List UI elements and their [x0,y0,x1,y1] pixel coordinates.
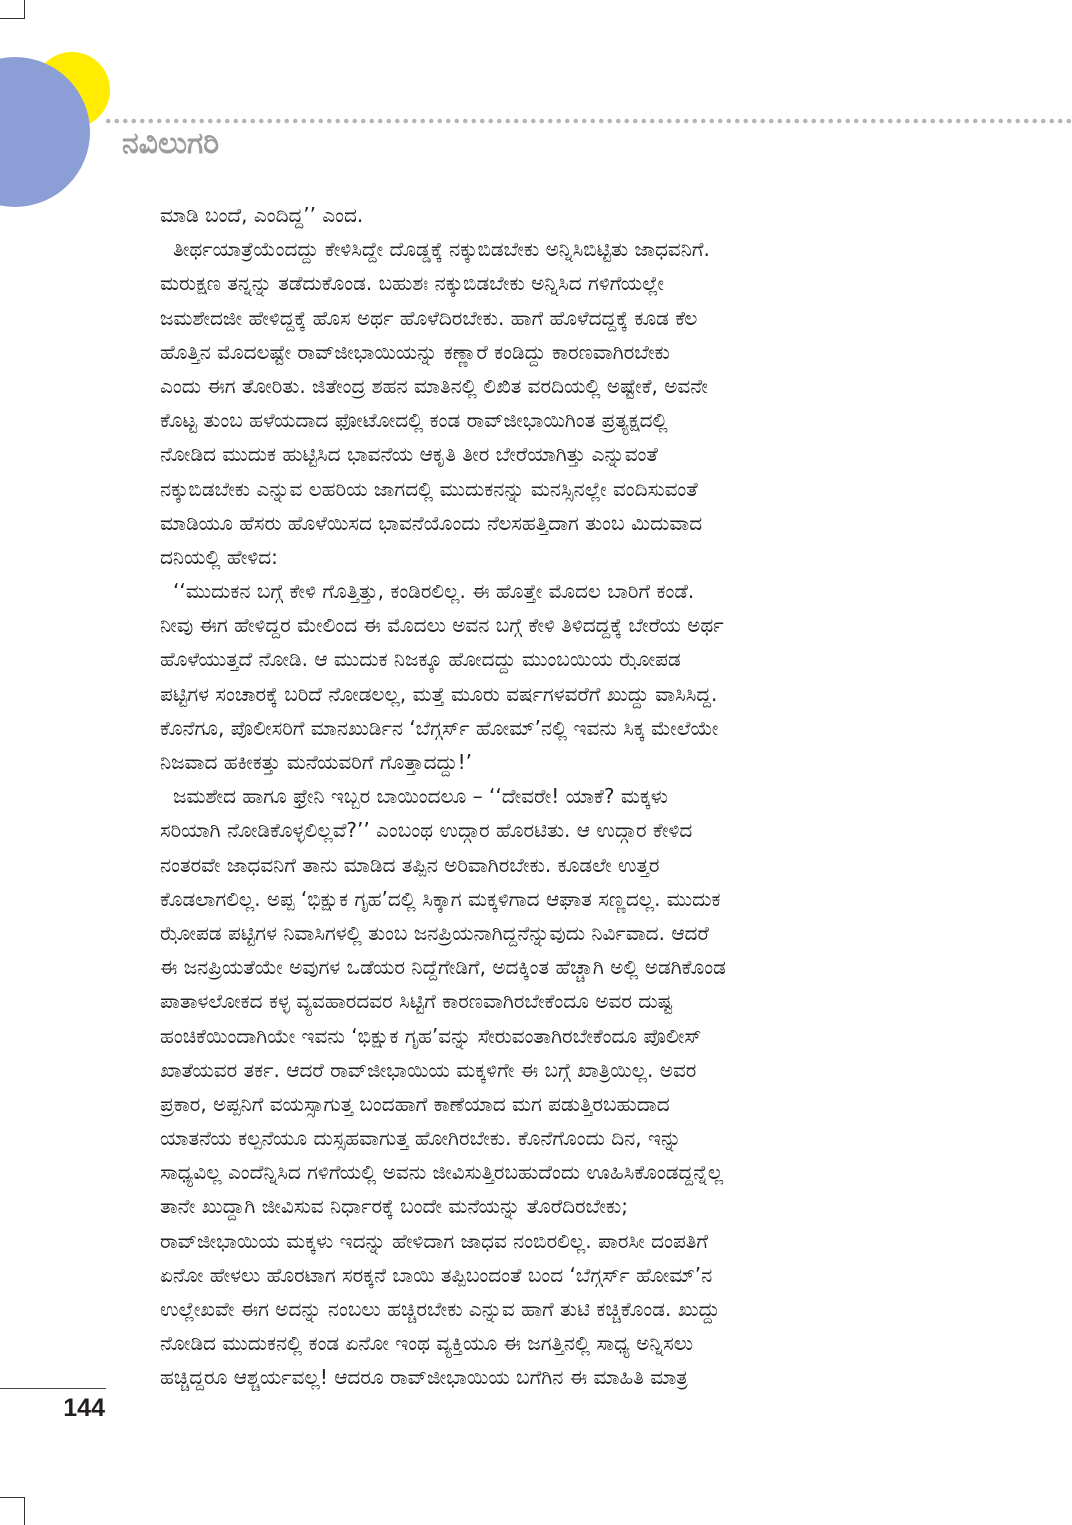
text-line: ‘‘ಮುದುಕನ ಬಗ್ಗೆ ಕೇಳಿ ಗೊತ್ತಿತ್ತು, ಕಂಡಿರಲಿಲ್ಲ. ಈ ಹೊತ್ತೇ ಮೊದಲ ಬಾರಿಗೆ ಕಂಡೆ. [173,579,695,604]
text-line: ಕೊನೆಗೂ, ಪೊಲೀಸರಿಗೆ ಮಾನಖುರ್ಡಿನ ‘ಬೆಗ್ಗರ್ಸ್ ಹೋಮ್’ನಲ್ಲಿ ಇವನು ಸಿಕ್ಕ ಮೇಲೆಯೇ [160,715,719,740]
text-line: ಸರಿಯಾಗಿ ನೋಡಿಕೊಳ್ಳಲಿಲ್ಲವೆ?’’ ಎಂಬಂಥ ಉದ್ಗಾರ ಹೊರಟಿತು. ಆ ಉದ್ಗಾರ ಕೇಳಿದ [160,818,693,843]
text-line: ಹೊತ್ತಿನ ಮೊದಲಷ್ಟೇ ರಾವ್‌ಜೀಭಾಯಿಯನ್ನು ಕಣ್ಣಾರೆ ಕಂಡಿದ್ದು ಕಾರಣವಾಗಿರಬೇಕು [160,339,670,364]
text-line: ಜಮಶೇದ ಹಾಗೂ ಫ್ರೇನಿ ಇಬ್ಬರ ಬಾಯಿಂದಲೂ – ‘‘ದೇವರೇ! ಯಾಕೆ? ಮಕ್ಕಳು [173,784,668,809]
text-line: ನಿಜವಾದ ಹಕೀಕತ್ತು ಮನೆಯವರಿಗೆ ಗೊತ್ತಾದದ್ದು!’ [160,750,472,774]
text-line: ಉಲ್ಲೇಖವೇ ಈಗ ಅದನ್ನು ನಂಬಲು ಹಚ್ಚಿರಬೇಕು ಎನ್ನುವ ಹಾಗೆ ತುಟಿ ಕಚ್ಚಿಕೊಂಡ. ಖುದ್ದು [160,1297,720,1321]
footer-rule [0,1388,106,1389]
text-line: ಪ್ರಕಾರ, ಅಪ್ಪನಿಗೆ ವಯಸ್ಸಾಗುತ್ತ ಬಂದಹಾಗೆ ಕಾಣೆಯಾದ ಮಗ ಪಡುತ್ತಿರಬಹುದಾದ [160,1091,670,1116]
text-line: ಕೊಡಲಾಗಲಿಲ್ಲ. ಅಪ್ಪ ‘ಭಿಕ್ಷುಕ ಗೃಹ’ದಲ್ಲಿ ಸಿಕ್ಕಾಗ ಮಕ್ಕಳಿಗಾದ ಆಘಾತ ಸಣ್ಣದಲ್ಲ. ಮುದುಕ [160,886,721,911]
crop-mark-top-vertical [24,0,25,18]
text-line: ನೋಡಿದ ಮುದುಕನಲ್ಲಿ ಕಂಡ ಏನೋ ಇಂಥ ವ್ಯಕ್ತಿಯೂ ಈ ಜಗತ್ತಿನಲ್ಲಿ ಸಾಧ್ಯ ಅನ್ನಿಸಲು [160,1331,694,1356]
paragraph [160,232,1040,574]
text-line: ಯಾತನೆಯ ಕಲ್ಪನೆಯೂ ದುಸ್ಸಹವಾಗುತ್ತ ಹೋಗಿರಬೇಕು. ಕೊನೆಗೊಂದು ದಿನ, ಇನ್ನು [160,1126,682,1151]
text-line: ಹಂಚಿಕೆಯಿಂದಾಗಿಯೇ ಇವನು ‘ಭಿಕ್ಷುಕ ಗೃಹ’ವನ್ನು ಸೇರುವಂತಾಗಿರಬೇಕೆಂದೂ ಪೊಲೀಸ್ [160,1023,702,1048]
text-line: ಮಾಡಿಯೂ ಹೆಸರು ಹೊಳೆಯಿಸದ ಭಾವನೆಯೊಂದು ನೆಲಸಹತ್ತಿದಾಗ ತುಂಬ ಮಿದುವಾದ [160,510,703,535]
text-line: ಮಾಡಿ ಬಂದೆ, ಎಂದಿದ್ದ’’ ಎಂದ. [160,203,364,227]
text-line: ನಕ್ಕುಬಿಡಬೇಕು ಎನ್ನುವ ಲಹರಿಯ ಜಾಗದಲ್ಲಿ ಮುದುಕನನ್ನು ಮನಸ್ಸಿನಲ್ಲೇ ವಂದಿಸುವಂತೆ [160,476,698,501]
running-title: ನವಿಲುಗರಿ [122,126,220,161]
text-line: ತಾನೇ ಖುದ್ದಾಗಿ ಜೀವಿಸುವ ನಿರ್ಧಾರಕ್ಕೆ ಬಂದೇ ಮನೆಯನ್ನು ತೊರೆದಿರಬೇಕು; [160,1194,628,1219]
crop-mark-top-horizontal [0,18,25,19]
text-line: ಜಮಶೇದಜೀ ಹೇಳಿದ್ದಕ್ಕೆ ಹೊಸ ಅರ್ಥ ಹೊಳೆದಿರಬೇಕು. ಹಾಗೆ ಹೊಳೆದದ್ದಕ್ಕೆ ಕೂಡ ಕೆಲ [160,305,698,330]
crop-mark-bottom-horizontal [0,1497,25,1498]
text-line: ತೀರ್ಥಯಾತ್ರೆಯೆಂದದ್ದು ಕೇಳಿಸಿದ್ದೇ ದೊಡ್ಡಕ್ಕೆ ನಕ್ಕುಬಿಡಬೇಕು ಅನ್ನಿಸಿಬಿಟ್ಟಿತು ಜಾಧವನಿಗೆ. [173,237,710,262]
text-line: ಕೊಟ್ಟ ತುಂಬ ಹಳೆಯದಾದ ಫೋಟೋದಲ್ಲಿ ಕಂಡ ರಾವ್‌ಜೀಭಾಯಿಗಿಂತ ಪ್ರತ್ಯಕ್ಷದಲ್ಲಿ [160,408,668,433]
body-text [160,198,1040,1395]
text-line: ನಂತರವೇ ಜಾಧವನಿಗೆ ತಾನು ಮಾಡಿದ ತಪ್ಪಿನ ಅರಿವಾಗಿರಬೇಕು. ಕೂಡಲೇ ಉತ್ತರ [160,852,660,877]
paragraph [160,198,1040,232]
text-line: ಎಂದು ಈಗ ತೋರಿತು. ಜಿತೇಂದ್ರ ಶಹನ ಮಾತಿನಲ್ಲಿ ಲಿಖಿತ ವರದಿಯಲ್ಲಿ ಅಷ್ಟೇಕೆ, ಅವನೇ [160,373,708,398]
text-line: ಈ ಜನಪ್ರಿಯತೆಯೇ ಅವುಗಳ ಒಡೆಯರ ನಿದ್ದೆಗೇಡಿಗೆ, ಅದಕ್ಕಿಂತ ಹೆಚ್ಚಾಗಿ ಅಲ್ಲಿ ಅಡಗಿಕೊಂಡ [160,955,726,980]
paragraph [160,574,1040,779]
text-line: ಪಾತಾಳಲೋಕದ ಕಳ್ಳ ವ್ಯವಹಾರದವರ ಸಿಟ್ಟಿಗೆ ಕಾರಣವಾಗಿರಬೇಕೆಂದೂ ಅವರ ದುಷ್ಟ [160,989,673,1014]
text-line: ಏನೋ ಹೇಳಲು ಹೊರಟಾಗ ಸರಕ್ಕನೆ ಬಾಯಿ ತಪ್ಪಿಬಂದಂತೆ ಬಂದ ‘ಬೆಗ್ಗರ್ಸ್ ಹೋಮ್’ನ [160,1262,713,1287]
text-line: ದನಿಯಲ್ಲಿ ಹೇಳಿದ: [160,544,278,569]
text-line: ನೀವು ಈಗ ಹೇಳಿದ್ದರ ಮೇಲಿಂದ ಈ ಮೊದಲು ಅವನ ಬಗ್ಗೆ ಕೇಳಿ ತಿಳಿದದ್ದಕ್ಕೆ ಬೇರೆಯ ಅರ್ಥ [160,613,724,638]
crop-mark-bottom-vertical [24,1497,25,1525]
text-line: ಹೊಳೆಯುತ್ತದೆ ನೋಡಿ. ಆ ಮುದುಕ ನಿಜಕ್ಕೂ ಹೋದದ್ದು ಮುಂಬಯಿಯ ಝೋಪಡ [160,647,681,672]
text-line: ಸಾಧ್ಯವಿಲ್ಲ ಎಂದೆನ್ನಿಸಿದ ಗಳಿಗೆಯಲ್ಲಿ ಅವನು ಜೀವಿಸುತ್ತಿರಬಹುದೆಂದು ಊಹಿಸಿಕೊಂಡದ್ದನ್ನೆಲ್ಲ [160,1160,724,1185]
text-line: ಖಾತೆಯವರ ತರ್ಕ. ಆದರೆ ರಾವ್‌ಜೀಭಾಯಿಯ ಮಕ್ಕಳಿಗೇ ಈ ಬಗ್ಗೆ ಖಾತ್ರಿಯಿಲ್ಲ. ಅವರ [160,1057,697,1082]
text-line: ಝೋಪಡ ಪಟ್ಟಿಗಳ ನಿವಾಸಿಗಳಲ್ಲಿ ತುಂಬ ಜನಪ್ರಿಯನಾಗಿದ್ದನೆನ್ನುವುದು ನಿರ್ವಿವಾದ. ಆದರೆ [160,920,709,945]
text-line: ಮರುಕ್ಷಣ ತನ್ನನ್ನು ತಡೆದುಕೊಂಡ. ಬಹುಶಃ ನಕ್ಕುಬಿಡಬೇಕು ಅನ್ನಿಸಿದ ಗಳಿಗೆಯಲ್ಲೇ [160,271,665,296]
page-number: 144 [63,1394,105,1422]
paragraph [160,779,1040,1394]
text-line: ಪಟ್ಟಿಗಳ ಸಂಚಾರಕ್ಕೆ ಬರಿದೆ ನೋಡಲಲ್ಲ, ಮತ್ತೆ ಮೂರು ವರ್ಷಗಳವರೆಗೆ ಖುದ್ದು ವಾಸಿಸಿದ್ದ. [160,681,718,706]
dotted-rule [104,118,1072,124]
text-line: ನೋಡಿದ ಮುದುಕ ಹುಟ್ಟಿಸಿದ ಭಾವನೆಯ ಆಕೃತಿ ತೀರ ಬೇರೆಯಾಗಿತ್ತು ಎನ್ನುವಂತೆ [160,442,658,467]
text-line: ರಾವ್‌ಜೀಭಾಯಿಯ ಮಕ್ಕಳು ಇದನ್ನು ಹೇಳಿದಾಗ ಜಾಧವ ನಂಬಿರಲಿಲ್ಲ. ಪಾರಸೀ ದಂಪತಿಗೆ [160,1228,708,1253]
text-line: ಹಚ್ಚಿದ್ದರೂ ಆಶ್ಚರ್ಯವಲ್ಲ! ಆದರೂ ರಾವ್‌ಜೀಭಾಯಿಯ ಬಗೆಗಿನ ಈ ಮಾಹಿತಿ ಮಾತ್ರ [160,1365,688,1390]
